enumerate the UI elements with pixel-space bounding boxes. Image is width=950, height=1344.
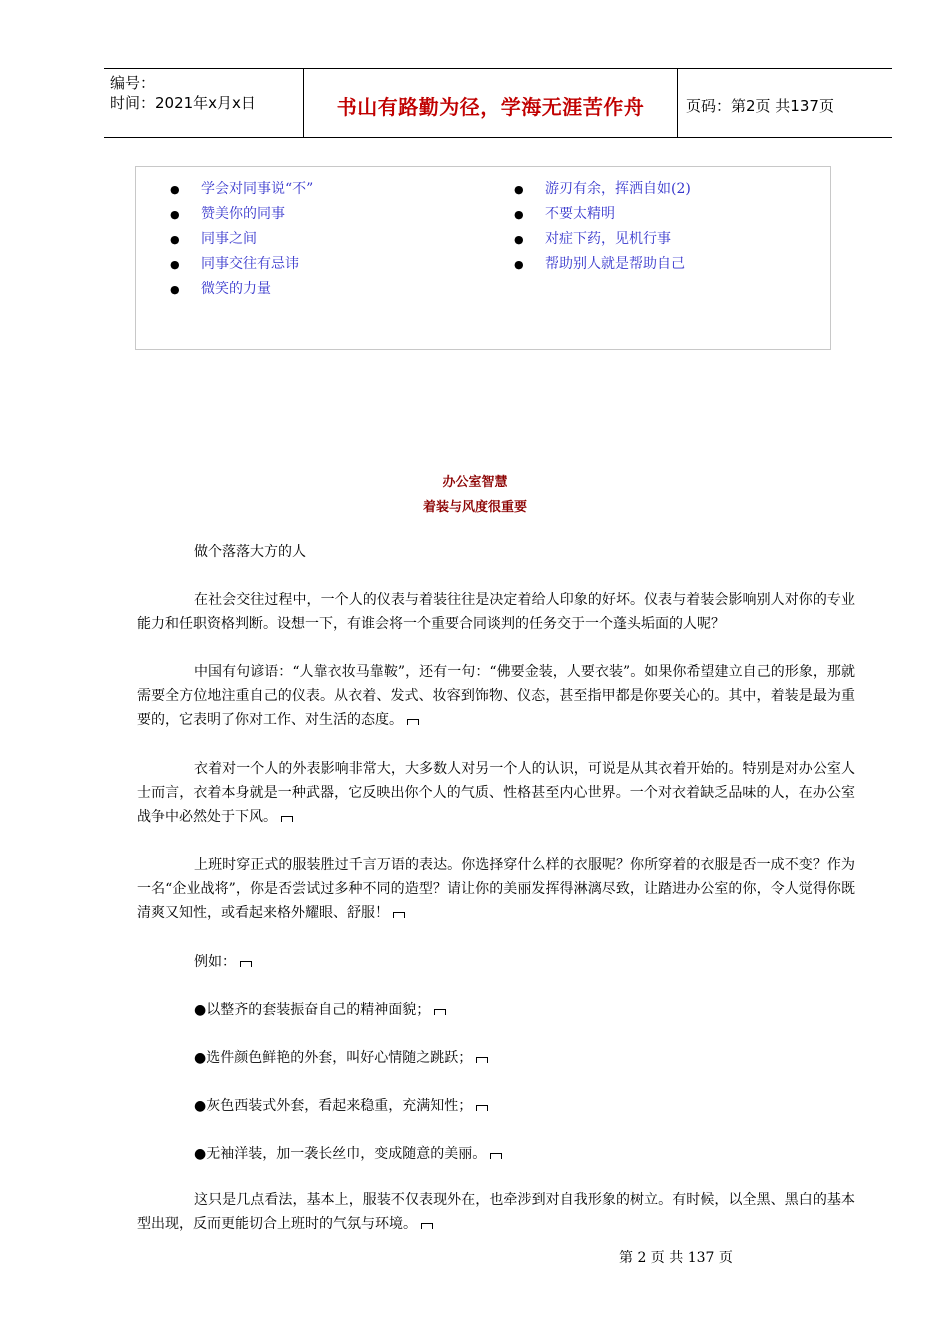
paragraph [137, 853, 855, 925]
link-item[interactable]: 微笑的力量 [201, 281, 271, 297]
paragraph-mark-icon [240, 961, 252, 967]
paragraph-text: ●选件颜色鲜艳的外套，叫好心情随之跳跃； [194, 1050, 473, 1066]
paragraph-text: 衣着对一个人的外表影响非常大，大多数人对另一个人的认识，可说是从其衣着开始的。特别是对办公室人士而言，衣着本身就是一种武器，它反映出你个人的气质、性格甚至内心世界。一个对衣着缺乏品味的人，在办公室战争中必然处于下风。 [137, 761, 855, 825]
header-meta [110, 73, 256, 113]
paragraph-text: 例如： [194, 954, 236, 970]
paragraph [137, 757, 855, 829]
paragraph-text: 上班时穿正式的服装胜过千言万语的表达。你选择穿什么样的衣服呢？你所穿着的衣服是否一成不变？作为一名“企业战将”，你是否尝试过多种不同的造型？请让你的美丽发挥得淋漓尽致，让踏进办公室的你，令人觉得你既清爽又知性，或看起来格外耀眼、舒服！ [137, 857, 855, 921]
bullet-icon: ● [170, 233, 180, 246]
paragraph [137, 998, 855, 1022]
paragraph-text: 做个落落大方的人 [194, 544, 306, 560]
paragraph-mark-icon [421, 1223, 433, 1229]
paragraph-text: ●灰色西装式外套，看起来稳重，充满知性； [194, 1098, 473, 1114]
time-label: 时间：2021年x月x日 [110, 94, 256, 112]
paragraph [137, 1094, 855, 1118]
paragraph-text: ●以整齐的套装振奋自己的精神面貌； [194, 1002, 431, 1018]
bullet-icon: ● [170, 208, 180, 221]
paragraph [137, 660, 855, 732]
list-item [170, 252, 313, 277]
link-item[interactable]: 同事之间 [201, 231, 257, 247]
code-label: 编号： [110, 74, 156, 92]
paragraph [137, 1046, 855, 1070]
list-item [170, 177, 313, 202]
paragraph-mark-icon [393, 912, 405, 918]
links-left-column [170, 177, 313, 302]
article-title: 着装与风度很重要 [422, 500, 527, 515]
paragraph-mark-icon [281, 816, 293, 822]
paragraph [137, 1142, 855, 1166]
paragraph-text: 在社会交往过程中，一个人的仪表与着装往往是决定着给人印象的好坏。仪表与着装会影响别人对你的专业能力和任职资格判断。设想一下，有谁会将一个重要合同谈判的任务交于一个蓬头垢面的人呢？ [137, 592, 855, 632]
related-links-box [135, 166, 831, 350]
paragraph-text: 这只是几点看法，基本上，服装不仅表现外在，也牵涉到对自我形象的树立。有时候，以全黑、黑白的基本型出现，反而更能切合上班时的气氛与环境。 [137, 1192, 855, 1232]
link-item[interactable]: 学会对同事说“不” [201, 181, 314, 197]
paragraph-mark-icon [476, 1105, 488, 1111]
list-item [514, 227, 691, 252]
header-page-number: 页码：第2页 共137页 [686, 97, 834, 115]
list-item [170, 202, 313, 227]
paragraph [137, 588, 855, 636]
list-item [170, 277, 313, 302]
list-item [514, 202, 691, 227]
page-footer: 第 2 页 共 137 页 [619, 1250, 733, 1266]
paragraph-mark-icon [407, 719, 419, 725]
page-header [104, 68, 892, 138]
bullet-icon: ● [514, 183, 524, 196]
paragraph [137, 1188, 855, 1236]
link-item[interactable]: 同事交往有忌讳 [201, 256, 299, 272]
bullet-icon: ● [170, 258, 180, 271]
bullet-icon: ● [170, 183, 180, 196]
header-motto: 书山有路勤为径，学海无涯苦作舟 [336, 95, 645, 119]
paragraph-mark-icon [490, 1153, 502, 1159]
link-item[interactable]: 不要太精明 [545, 206, 615, 222]
bullet-icon: ● [514, 208, 524, 221]
link-item[interactable]: 游刃有余，挥洒自如(2) [545, 181, 691, 197]
header-divider [677, 69, 678, 137]
list-item [170, 227, 313, 252]
list-item [514, 252, 691, 277]
bullet-icon: ● [514, 258, 524, 271]
bullet-icon: ● [170, 283, 180, 296]
link-item[interactable]: 赞美你的同事 [201, 206, 285, 222]
links-right-column [514, 177, 691, 277]
paragraph-text: ●无袖洋装，加一袭长丝巾，变成随意的美丽。 [194, 1146, 487, 1162]
link-item[interactable]: 帮助别人就是帮助自己 [545, 256, 685, 272]
section-title: 办公室智慧 [442, 475, 508, 490]
paragraph-mark-icon [476, 1057, 488, 1063]
bullet-icon: ● [514, 233, 524, 246]
paragraph-text: 中国有句谚语：“人靠衣妆马靠鞍”，还有一句：“佛要金装，人要衣装”。如果你希望建立自己的形象，那就需要全方位地注重自己的仪表。从衣着、发式、妆容到饰物、仪态，甚至指甲都是你要关心的。其中，着装是最为重要的，它表明了你对工作、对生活的态度。 [137, 664, 855, 728]
paragraph [137, 540, 855, 564]
link-item[interactable]: 对症下药，见机行事 [545, 231, 671, 247]
list-item [514, 177, 691, 202]
paragraph [137, 950, 855, 974]
paragraph-mark-icon [434, 1009, 446, 1015]
